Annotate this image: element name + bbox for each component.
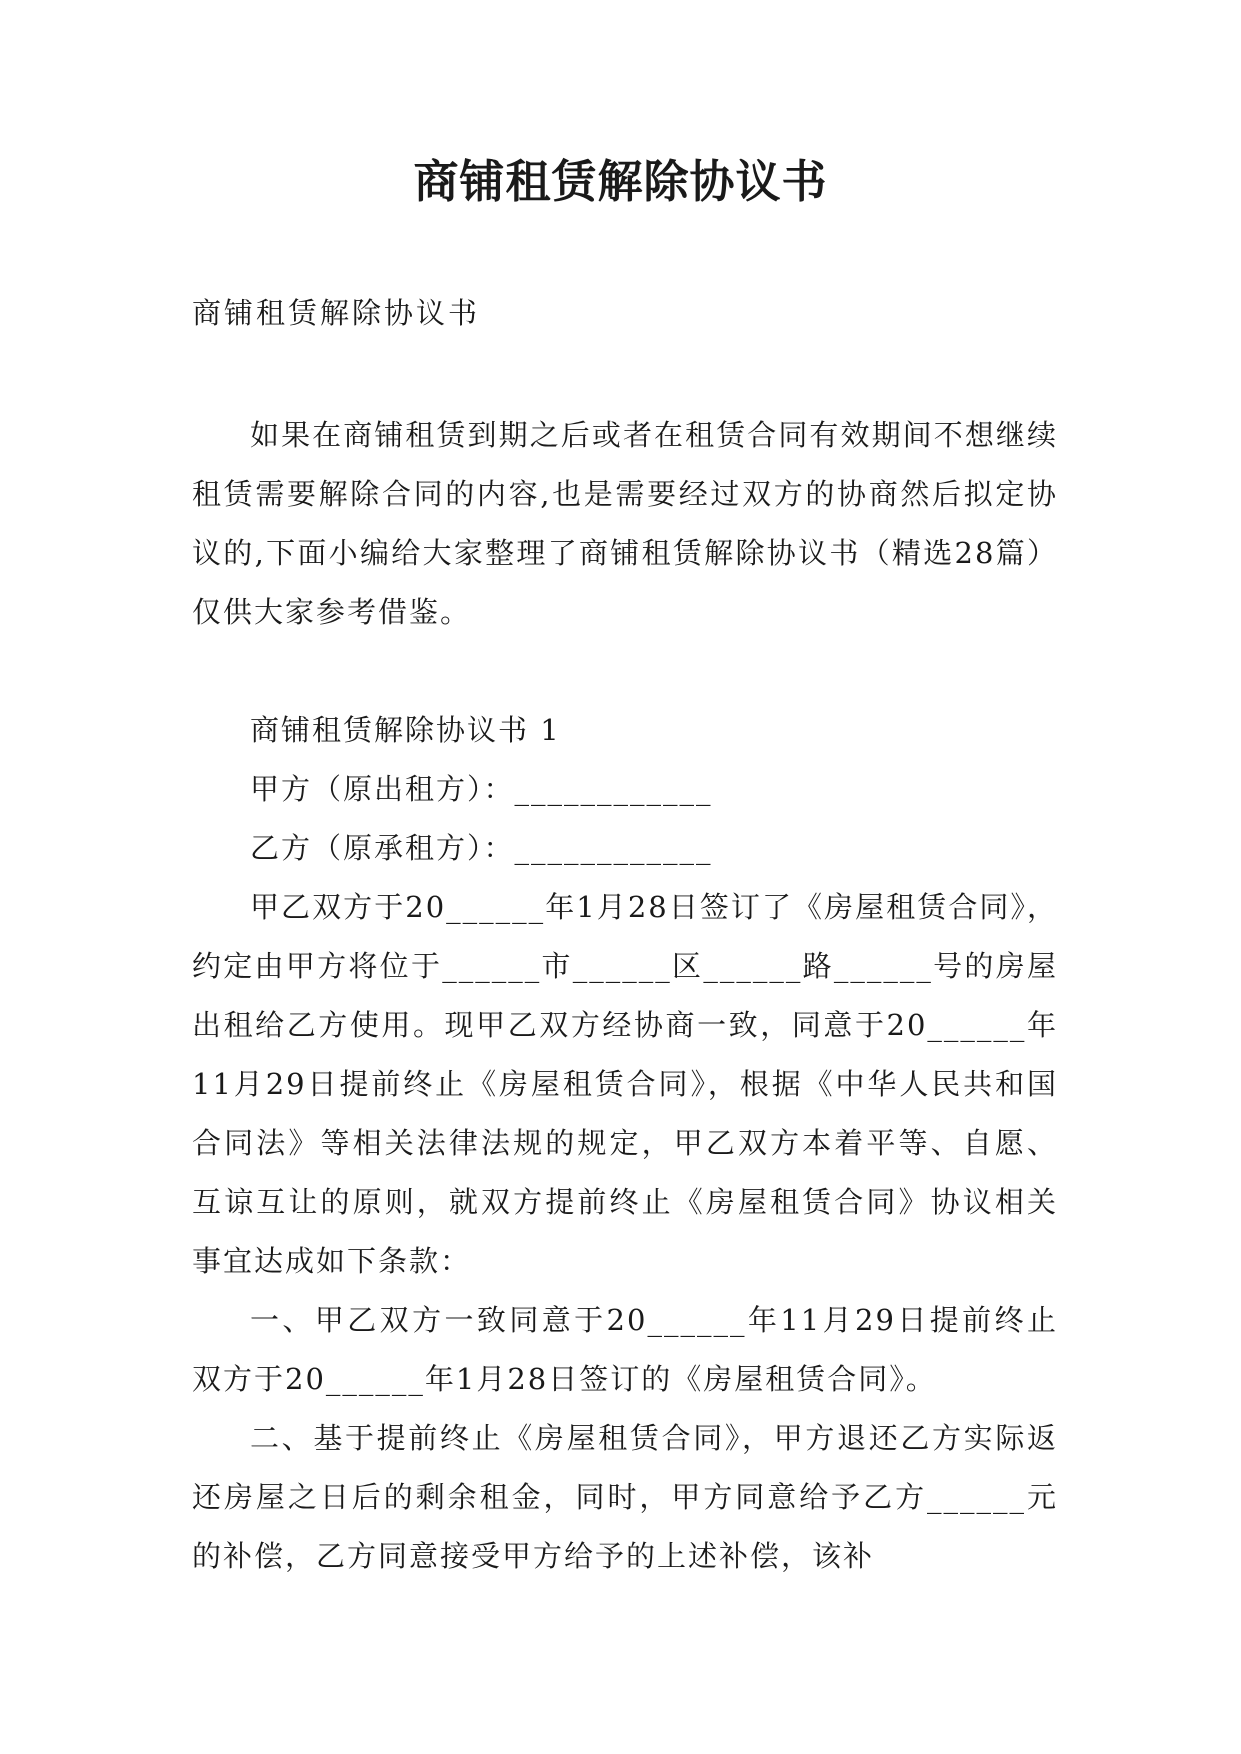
- section-heading: 商铺租赁解除协议书 1: [250, 713, 561, 747]
- party-b-line: 乙方（原承租方）：____________: [250, 831, 713, 865]
- clause-one: 一、甲乙双方一致同意于20______年11月29日提前终止双方于20______年1月28日签订的《房屋租赁合同》。: [192, 1303, 1058, 1396]
- document-title: 商铺租赁解除协议书: [413, 155, 828, 208]
- intro-paragraph: 如果在商铺租赁到期之后或者在租赁合同有效期间不想继续租赁需要解除合同的内容,也是需要经过双方的协商然后拟定协议的,下面小编给大家整理了商铺租赁解除协议书（精选28篇）仅供大家参考借鉴。: [192, 418, 1058, 629]
- clause-two: 二、基于提前终止《房屋租赁合同》，甲方退还乙方实际返还房屋之日后的剩余租金，同时，甲方同意给予乙方______元的补偿，乙方同意接受甲方给予的上述补偿，该补: [192, 1421, 1058, 1573]
- agreement-paragraph: 甲乙双方于20______年1月28日签订了《房屋租赁合同》，约定由甲方将位于______市______区______路______号的房屋出租给乙方使用。现甲乙双方经协商一致，同意于20______年11月29日提前终止《房屋租赁合同》，根据《中华人民共和国合同法》等相关法律法规的规定，甲乙双方本着平等、自愿、互谅互让的原则，就双方提前终止《房屋租赁合同》协议相关事宜达成如下条款：: [192, 890, 1058, 1278]
- party-a-line: 甲方（原出租方）：____________: [250, 772, 713, 806]
- document-body: [192, 406, 1058, 1586]
- document-subtitle: 商铺租赁解除协议书: [192, 296, 481, 330]
